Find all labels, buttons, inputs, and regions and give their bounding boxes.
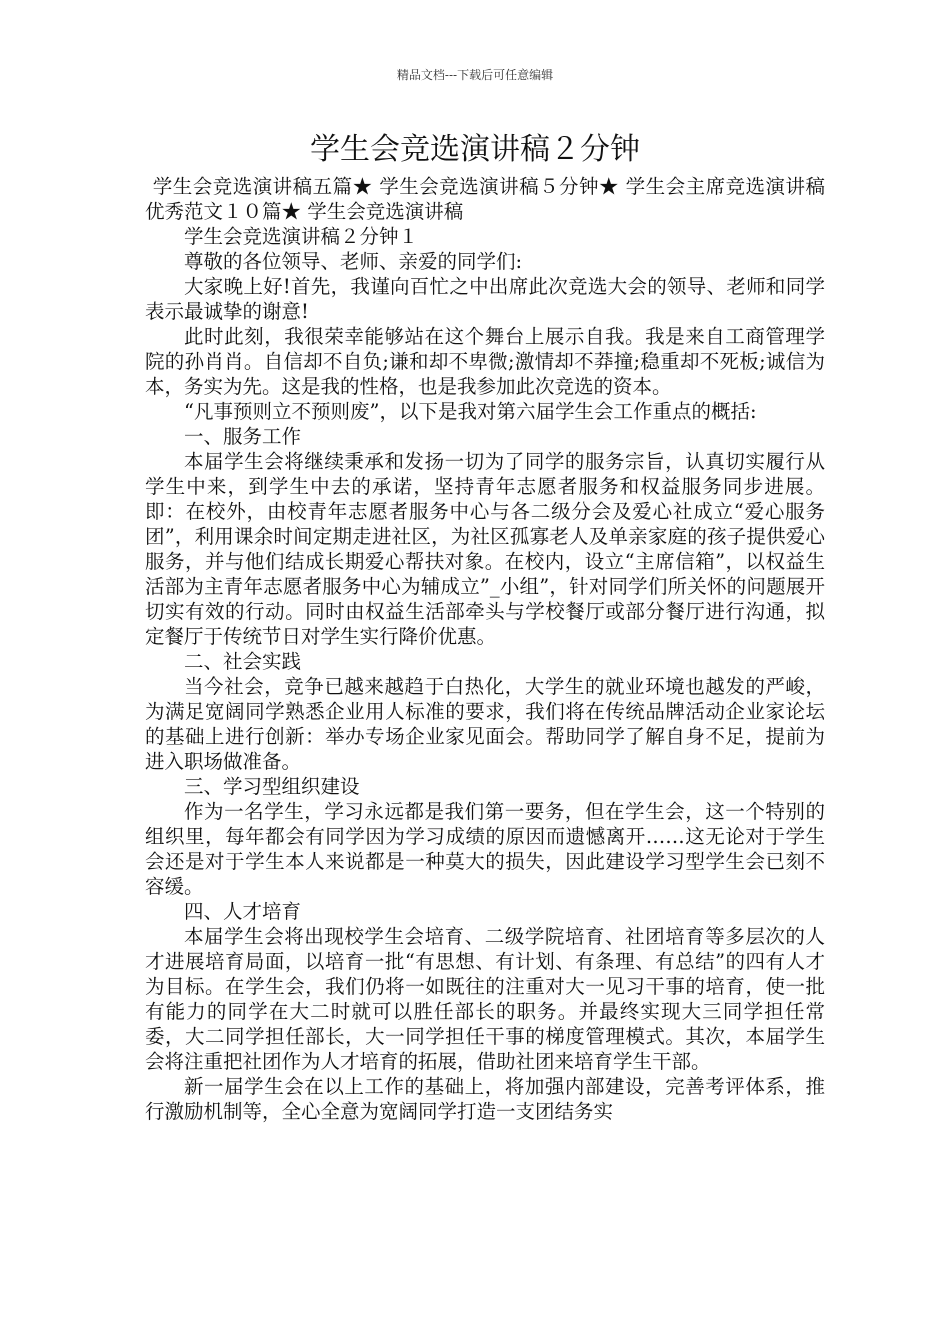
document-body bbox=[145, 174, 825, 1124]
paragraph-subtitle: 学生会竞选演讲稿２分钟１ bbox=[184, 225, 419, 248]
paragraph-learning: 作为一名学生，学习永远都是我们第一要务，但在学生会，这一个特别的组织里，每年都会有同学因为学习成绩的原因而遗憾离开……这无论对于学生会还是对于学生本人来说都是一种莫大的损失，因此建设学习型学生会已刻不容缓。 bbox=[145, 800, 825, 898]
section-heading-talent: 四、人才培育 bbox=[184, 900, 302, 923]
header-note: 精品文档---下载后可任意编辑 bbox=[396, 68, 554, 82]
paragraph-thanks: 大家晚上好!首先，我谨向百忙之中出席此次竞选大会的领导、老师和同学表示最诚挚的谢意! bbox=[145, 275, 825, 323]
document-title: 学生会竞选演讲稿２分钟 bbox=[310, 132, 640, 167]
section-heading-service: 一、服务工作 bbox=[184, 425, 302, 448]
paragraph-greeting: 尊敬的各位领导、老师、亲爱的同学们: bbox=[184, 250, 523, 273]
section-heading-learning: 三、学习型组织建设 bbox=[184, 775, 360, 798]
paragraph-practice: 当今社会，竞争已越来越趋于白热化，大学生的就业环境也越发的严峻，为满足宽阔同学熟悉企业用人标准的要求，我们将在传统品牌活动企业家论坛的基础上进行创新：举办专场企业家见面会。帮助同学了解自身不足，提前为进入职场做准备。 bbox=[145, 675, 825, 773]
paragraph-conclusion: 新一届学生会在以上工作的基础上，将加强内部建设，完善考评体系，推行激励机制等，全心全意为宽阔同学打造一支团结务实 bbox=[145, 1075, 825, 1123]
paragraph-talent: 本届学生会将出现校学生会培育、二级学院培育、社团培育等多层次的人才进展培育局面，以培育一批“有思想、有计划、有条理、有总结”的四有人才为目标。在学生会，我们仍将一如既往的注重对大一见习干事的培育，使一批有能力的同学在大二时就可以胜任部长的职务。并最终实现大三同学担任常委，大二同学担任部长，大一同学担任干事的梯度管理模式。其次，本届学生会将注重把社团作为人才培育的拓展，借助社团来培育学生干部。 bbox=[145, 925, 825, 1073]
related-links: 学生会竞选演讲稿五篇★ 学生会竞选演讲稿５分钟★ 学生会主席竞选演讲稿优秀范文１０篇★ 学生会竞选演讲稿 bbox=[145, 175, 825, 223]
paragraph-overview: “凡事预则立不预则废”，以下是我对第六届学生会工作重点的概括: bbox=[184, 400, 757, 423]
paragraph-service: 本届学生会将继续秉承和发扬一切为了同学的服务宗旨，认真切实履行从学生中来，到学生中去的承诺，坚持青年志愿者服务和权益服务同步进展。即：在校外，由校青年志愿者服务中心与各二级分会及爱心社成立“爱心服务团”，利用课余时间定期走进社区，为社区孤寡老人及单亲家庭的孩子提供爱心服务，并与他们结成长期爱心帮扶对象。在校内，设立“主席信箱”，以权益生活部为主青年志愿者服务中心为辅成立”_小组”，针对同学们所关怀的问题展开切实有效的行动。同时由权益生活部牵头与学校餐厅或部分餐厅进行沟通，拟定餐厅于传统节日对学生实行降价优惠。 bbox=[145, 450, 825, 648]
section-heading-practice: 二、社会实践 bbox=[184, 650, 302, 673]
paragraph-self-intro: 此时此刻，我很荣幸能够站在这个舞台上展示自我。我是来自工商管理学院的孙肖肖。自信却不自负;谦和却不卑微;激情却不莽撞;稳重却不死板;诚信为本，务实为先。这是我的性格，也是我参加此次竞选的资本。 bbox=[145, 325, 825, 398]
